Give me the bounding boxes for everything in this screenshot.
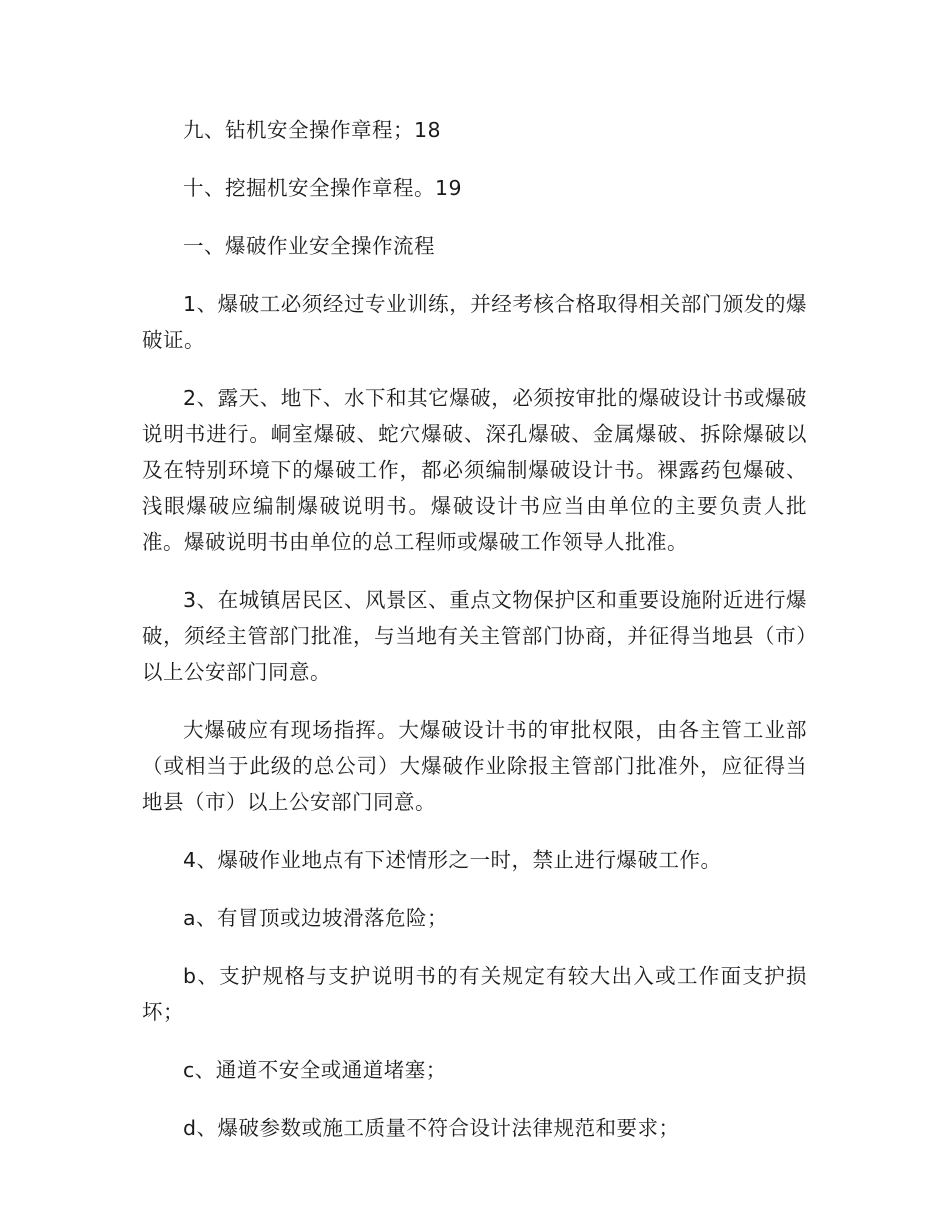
paragraph-large-blast: 大爆破应有现场指挥。大爆破设计书的审批权限，由各主管工业部（或相当于此级的总公司）大爆破作业除报主管部门批准外，应征得当地县（市）以上公安部门同意。: [142, 718, 807, 814]
toc-item-9: 九、钻机安全操作章程；18: [183, 118, 442, 142]
toc-item-10: 十、挖掘机安全操作章程。19: [183, 176, 463, 200]
section-heading: 一、爆破作业安全操作流程: [183, 234, 435, 258]
paragraph-4: 4、爆破作业地点有下述情形之一时，禁止进行爆破工作。: [183, 848, 722, 872]
document-page: [142, 112, 807, 1168]
paragraph-3: 3、在城镇居民区、风景区、重点文物保护区和重要设施附近进行爆破，须经主管部门批准，与当地有关主管部门协商，并征得当地县（市）以上公安部门同意。: [142, 588, 807, 684]
list-item-b: b、支护规格与支护说明书的有关规定有较大出入或工作面支护损坏；: [142, 964, 807, 1024]
list-item-a: a、有冒顶或边坡滑落危险；: [183, 906, 449, 930]
paragraph-2: 2、露天、地下、水下和其它爆破，必须按审批的爆破设计书或爆破说明书进行。峒室爆破、蛇穴爆破、深孔爆破、金属爆破、拆除爆破以及在特别环境下的爆破工作，都必须编制爆破设计书。裸露药包爆破、浅眼爆破应编制爆破说明书。爆破设计书应当由单位的主要负责人批准。爆破说明书由单位的总工程师或爆破工作领导人批准。: [142, 386, 807, 554]
list-item-d: d、爆破参数或施工质量不符合设计法律规范和要求；: [183, 1116, 680, 1140]
list-item-c: c、通道不安全或通道堵塞；: [183, 1058, 447, 1082]
paragraph-1: 1、爆破工必须经过专业训练，并经考核合格取得相关部门颁发的爆破证。: [142, 292, 807, 352]
